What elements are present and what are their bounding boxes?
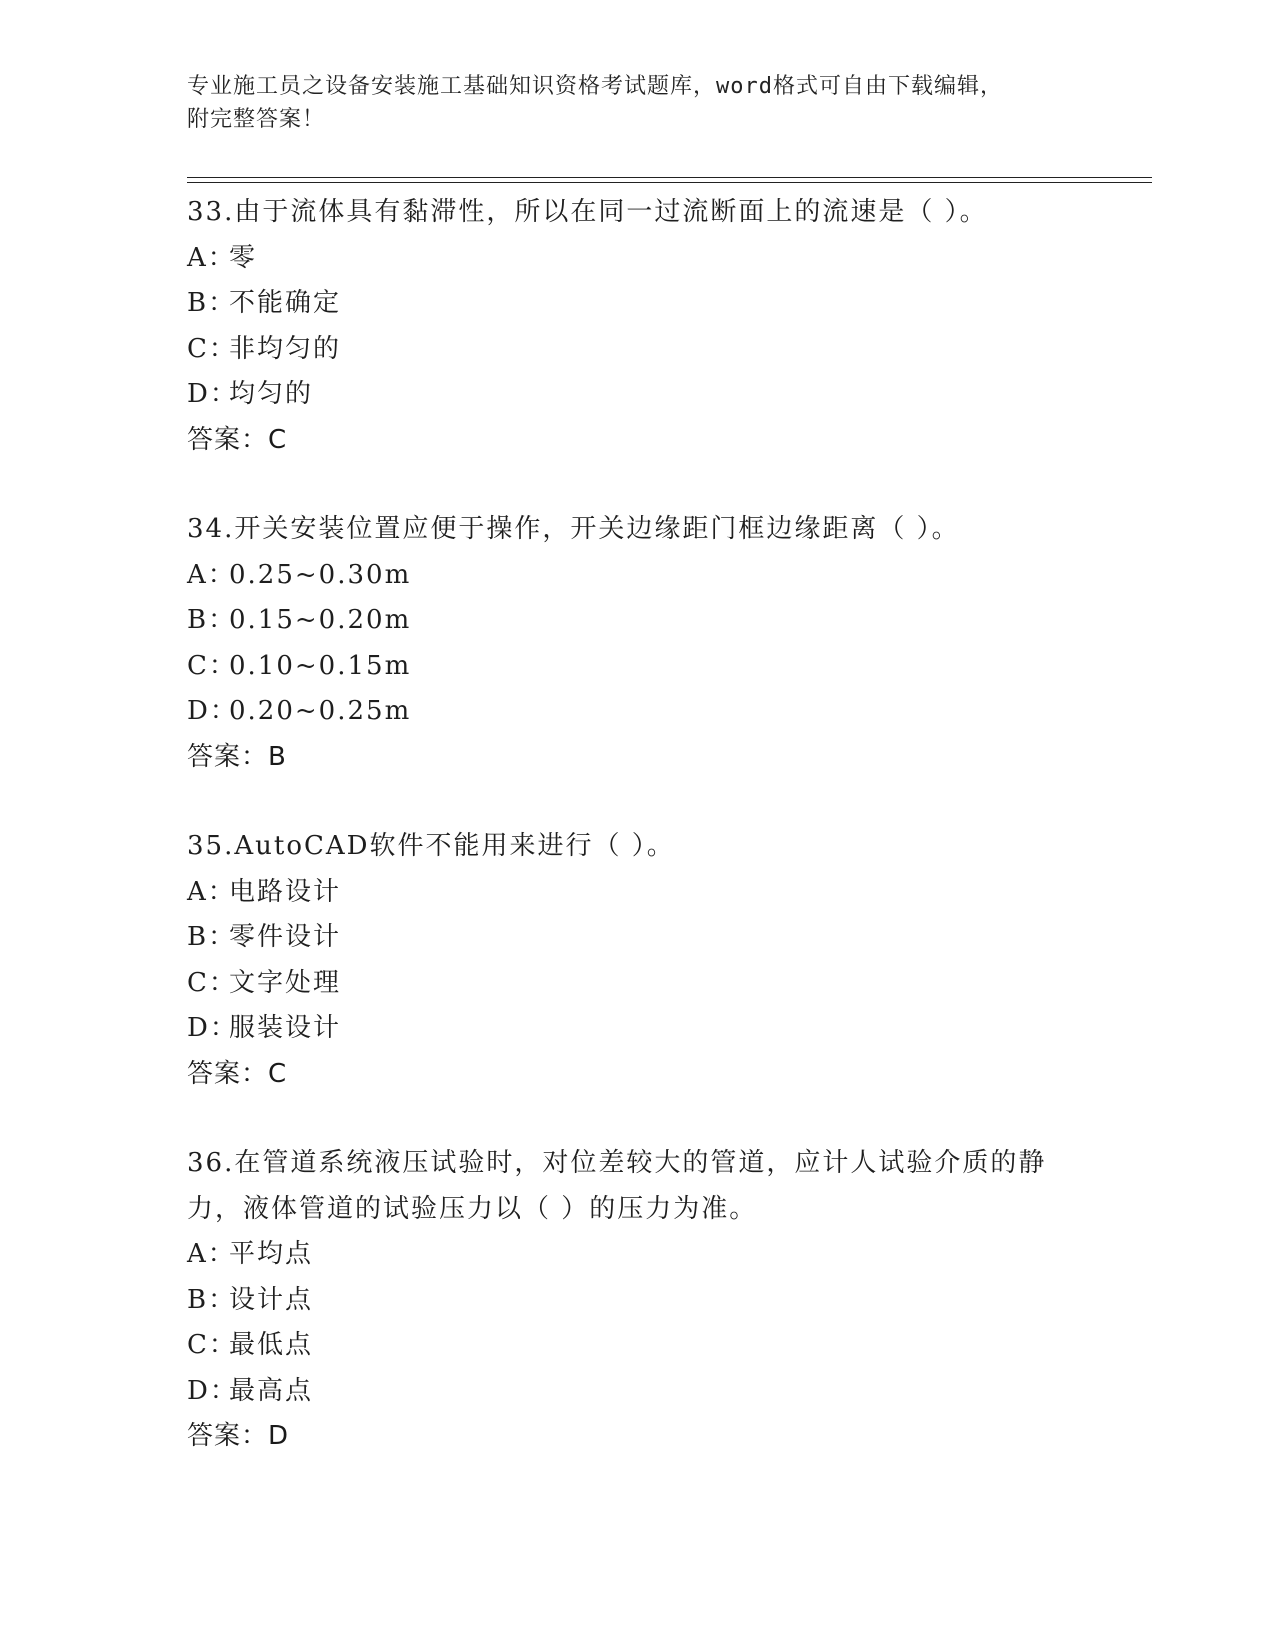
option-a: [187, 553, 1107, 599]
option-text: 零: [229, 242, 258, 273]
answer-line: 答案：C: [187, 1058, 288, 1089]
option-a: [187, 236, 1107, 282]
option-b: [187, 915, 1107, 961]
option-text: 电路设计: [229, 876, 342, 907]
option-text: 0.15~0.20m: [229, 605, 412, 635]
option-key: D：: [187, 696, 238, 726]
option-b: [187, 1278, 1107, 1324]
option-key: D：: [187, 1013, 238, 1043]
option-a: [187, 1232, 1107, 1278]
option-text: 零件设计: [229, 922, 342, 952]
option-key: B：: [187, 605, 237, 635]
option-key: C：: [187, 650, 237, 681]
option-b: [187, 281, 1107, 327]
option-text: 0.25~0.30m: [229, 559, 412, 590]
question-stem-line-2: 力，液体管道的试验压力以（ ）的压力为准。: [187, 1193, 758, 1224]
option-d: [187, 1006, 1107, 1052]
option-key: A：: [187, 559, 236, 590]
option-text: 非均匀的: [229, 333, 342, 364]
option-key: B：: [187, 922, 237, 952]
header-divider-top: [187, 177, 1152, 178]
option-c: [187, 961, 1107, 1007]
option-b: [187, 598, 1107, 644]
question-35: [187, 824, 1107, 1097]
answer-line: 答案：C: [187, 424, 288, 455]
option-text: 均匀的: [229, 379, 314, 409]
answer-line: 答案：D: [187, 1421, 290, 1451]
option-text: 最低点: [229, 1330, 314, 1360]
question-stem: 33.由于流体具有黏滞性，所以在同一过流断面上的流速是（ ）。: [187, 197, 988, 227]
option-text: 文字处理: [229, 967, 342, 998]
option-key: B：: [187, 1284, 237, 1315]
option-text: 服装设计: [229, 1013, 342, 1043]
header-divider-bottom: [187, 182, 1152, 183]
option-c: [187, 644, 1107, 690]
option-text: 0.20~0.25m: [229, 696, 412, 726]
question-33: [187, 190, 1107, 463]
option-key: B：: [187, 288, 237, 318]
option-key: D：: [187, 379, 238, 409]
answer-line: 答案：B: [187, 741, 287, 772]
option-text: 0.10~0.15m: [229, 650, 412, 681]
question-stem: 35.AutoCAD软件不能用来进行（ ）。: [187, 831, 675, 861]
option-key: C：: [187, 1330, 237, 1360]
option-text: 不能确定: [229, 288, 342, 318]
question-list: [187, 190, 1107, 1504]
option-a: [187, 870, 1107, 916]
document-header: [187, 70, 1067, 136]
question-stem: 34.开关安装位置应便于操作，开关边缘距门框边缘距离（ ）。: [187, 514, 960, 544]
option-c: [187, 1323, 1107, 1369]
option-d: [187, 689, 1107, 735]
question-36: [187, 1141, 1107, 1460]
option-key: A：: [187, 242, 236, 273]
option-key: C：: [187, 967, 237, 998]
option-text: 平均点: [229, 1239, 314, 1269]
option-c: [187, 327, 1107, 373]
header-line-2: 附完整答案！: [187, 107, 326, 132]
option-key: D：: [187, 1375, 238, 1406]
option-text: 设计点: [229, 1284, 314, 1315]
question-stem-line-1: 36.在管道系统液压试验时，对位差较大的管道，应计人试验介质的静: [187, 1148, 1047, 1178]
option-key: C：: [187, 333, 237, 364]
option-d: [187, 1369, 1107, 1415]
option-text: 最高点: [229, 1375, 314, 1406]
question-34: [187, 507, 1107, 780]
option-d: [187, 372, 1107, 418]
option-key: A：: [187, 1239, 236, 1269]
option-key: A：: [187, 876, 236, 907]
header-line-1: 专业施工员之设备安装施工基础知识资格考试题库，word格式可自由下载编辑，: [187, 74, 1003, 99]
